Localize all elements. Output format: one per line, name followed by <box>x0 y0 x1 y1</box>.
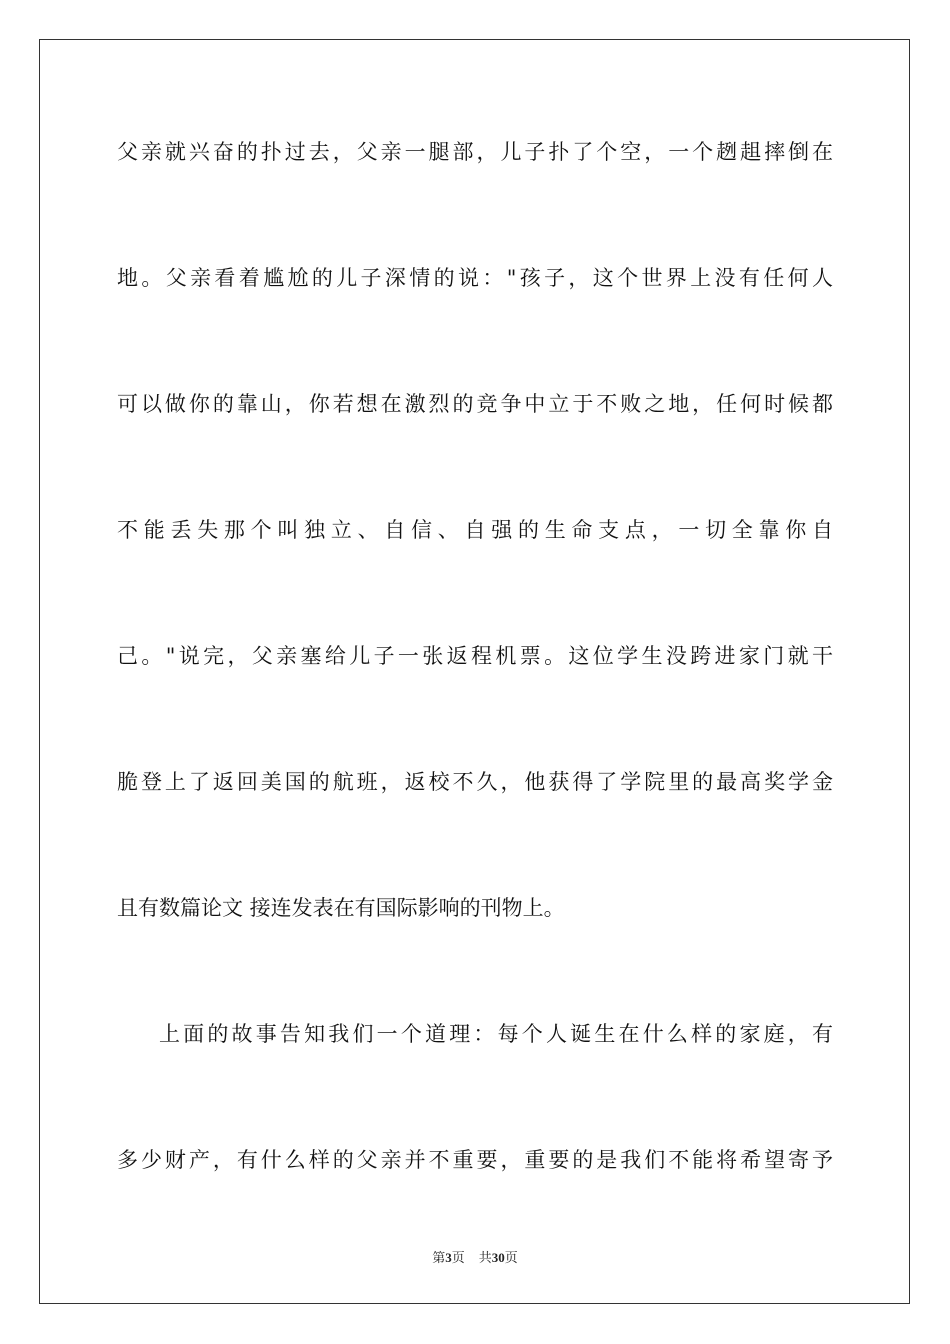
document-body <box>117 124 833 1258</box>
text-line: 多少财产，有什么样的父亲并不重要，重要的是我们不能将希望寄予 <box>117 1148 833 1172</box>
text-line: 不能丢失那个叫独立、自信、自强的生命支点，一切全靠你自 <box>117 518 833 542</box>
text-line: 脆登上了返回美国的航班，返校不久，他获得了学院里的最高奖学金 <box>117 770 833 794</box>
total-suffix: 页 <box>504 1251 518 1266</box>
total-pages: 30 <box>491 1250 505 1265</box>
page-suffix: 页 <box>451 1251 465 1266</box>
page-number: 3 <box>445 1250 452 1265</box>
text-line: 地。父亲看着尴尬的儿子深情的说："孩子，这个世界上没有任何人 <box>117 266 833 290</box>
text-line: 且有数篇论文 接连发表在有国际影响的刊物上。 <box>117 896 565 920</box>
text-line: 上面的故事告知我们一个道理：每个人诞生在什么样的家庭，有 <box>159 1022 833 1046</box>
page-prefix: 第 <box>432 1251 446 1266</box>
text-line: 可以做你的靠山，你若想在激烈的竞争中立于不败之地，任何时候都 <box>117 392 833 416</box>
text-line: 己。"说完，父亲塞给儿子一张返程机票。这位学生没跨进家门就干 <box>117 644 833 668</box>
page-footer <box>0 1247 950 1266</box>
text-line: 父亲就兴奋的扑过去，父亲一腿部，儿子扑了个空，一个趔趄摔倒在 <box>117 140 833 164</box>
total-prefix: 共 <box>478 1251 492 1266</box>
